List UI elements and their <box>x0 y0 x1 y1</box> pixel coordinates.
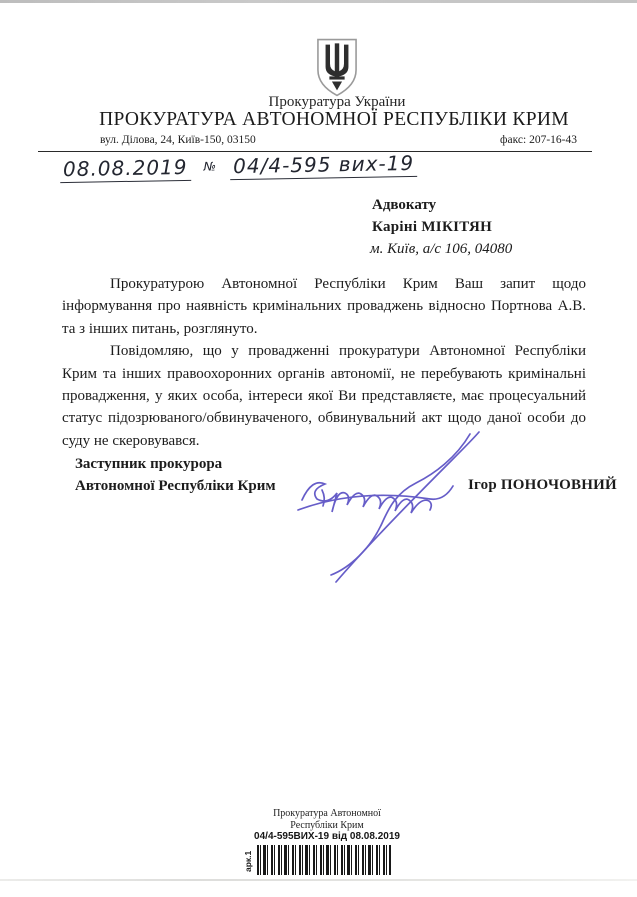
handwritten-number: 04/4-595 вих-19 <box>230 151 417 180</box>
addressee-name: Каріні МІКІТЯН <box>372 219 493 235</box>
org-parent-name: Прокуратура України <box>268 94 406 110</box>
number-sign: № <box>203 159 218 174</box>
addressee-role: Адвокату <box>372 197 437 213</box>
body-paragraph-1: Прокуратурою Автономної Республіки Крим Ваш запит щодо інформування про наявність кримінальних проваджень відносно Портнова А.В. та з інших питань, розглянуто. <box>62 276 586 337</box>
sheet-number-label: арк.1 <box>243 850 253 872</box>
org-address: вул. Ділова, 24, Київ-150, 03150 <box>100 134 256 146</box>
handwritten-signature <box>292 420 488 585</box>
footer-reference: 04/4-595ВИХ-19 від 08.08.2019 <box>254 831 400 842</box>
signatory-title-line2: Автономної Республіки Крим <box>75 478 276 494</box>
addressee-address: м. Київ, а/с 106, 04080 <box>370 241 513 257</box>
barcode <box>257 845 391 875</box>
org-fax: факс: 207-16-43 <box>500 134 577 146</box>
scan-edge-bottom <box>0 879 637 881</box>
scan-edge-top <box>0 0 637 3</box>
footer-org-line2: Республіки Крим <box>290 820 364 831</box>
handwritten-date: 08.08.2019 <box>60 155 191 183</box>
signatory-title-line1: Заступник прокурора <box>75 456 223 472</box>
org-title: ПРОКУРАТУРА АВТОНОМНОЇ РЕСПУБЛІКИ КРИМ <box>99 109 569 130</box>
body-paragraph-2: Повідомляю, що у провадженні прокуратури Автономної Республіки Крим та інших правоохоронних органів автономії, не перебувають кримінальні провадження, у яких особа, інтереси якої Ви представляєте, має процесуальний статус підозрюваного/обвинуваченого, обвинувальний акт щодо даної особи до суду не скеровувався. <box>62 343 586 449</box>
ukraine-trident-emblem <box>314 37 360 98</box>
signatory-name: Ігор ПОНОЧОВНИЙ <box>468 477 617 493</box>
footer-org-line1: Прокуратура Автономної <box>273 808 381 819</box>
handwritten-reference <box>60 151 418 183</box>
